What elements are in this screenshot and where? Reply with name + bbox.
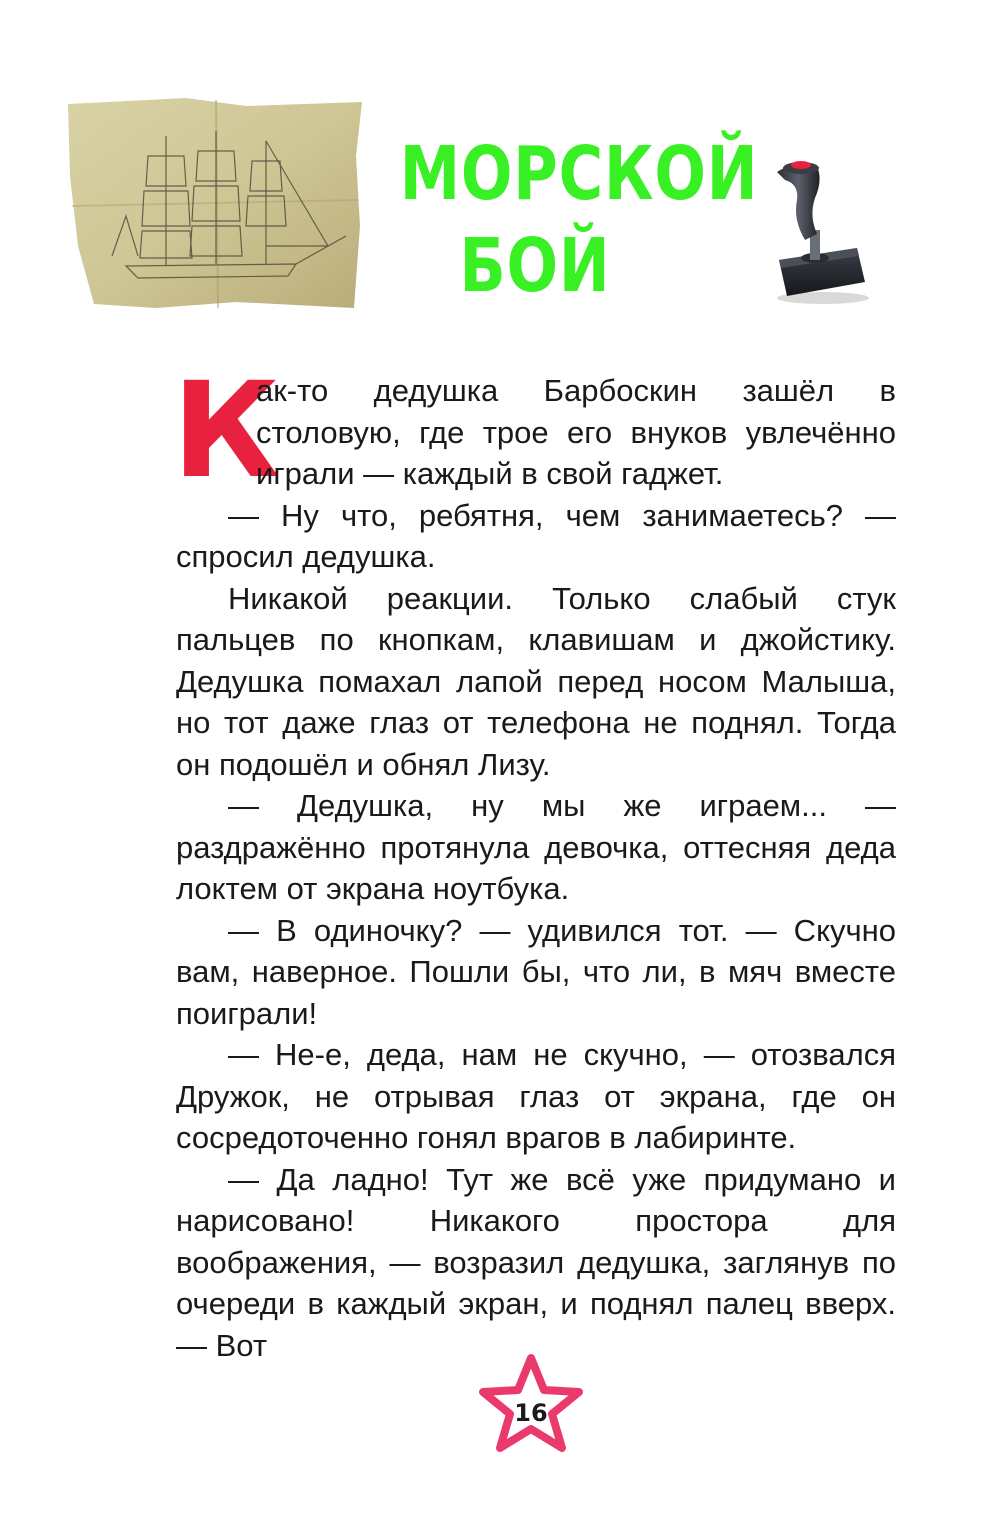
story-paragraph-5: — В одиночку? — удивился тот. — Скучно вам, наверное. Пошли бы, что ли, в мяч вместе поиграли! (176, 912, 896, 1031)
story-paragraph-6: — Не-е, деда, нам не скучно, — отозвался Дружок, не отрывая глаз от экрана, где он сосредоточенно гонял врагов в лабиринте. (176, 1037, 896, 1155)
title-line-1: МОРСКОЙ (399, 131, 759, 217)
ship-map-image (66, 96, 364, 311)
story-paragraph-7: — Да ладно! Тут же всё уже придумано и нарисовано! Никакого простора для воображения, — возразил дедушка, заглянув по очереди в каждый экран, и поднял палец вверх. — Вот (176, 1161, 896, 1363)
page-title (399, 128, 759, 312)
story-paragraph-2: — Ну что, ребятня, чем занимаетесь? — спросил дедушка. (176, 497, 896, 574)
story-paragraph-4: — Дедушка, ну мы же играем... — раздражённо протянула девочка, оттесняя деда локтем от экрана ноутбука. (176, 788, 896, 906)
story-text (172, 354, 896, 1366)
page-number: 16 (514, 1399, 548, 1427)
story-paragraph-3: Никакой реакции. Только слабый стук пальцев по кнопкам, клавишам и джойстику. Дедушка помахал лапой перед носом Малыша, но тот даже глаз от телефона не поднял. Тогда он подошёл и обнял Лизу. (176, 580, 896, 782)
joystick-image (765, 150, 875, 305)
story-paragraph-1: ак-то дедушка Барбоскин зашёл в столовую, где трое его внуков увлечённо играли — каждый в свой гаджет. (256, 373, 896, 491)
title-line-2: БОЙ (459, 223, 611, 309)
page-header (0, 0, 1000, 340)
drop-cap-letter: К (172, 354, 280, 508)
